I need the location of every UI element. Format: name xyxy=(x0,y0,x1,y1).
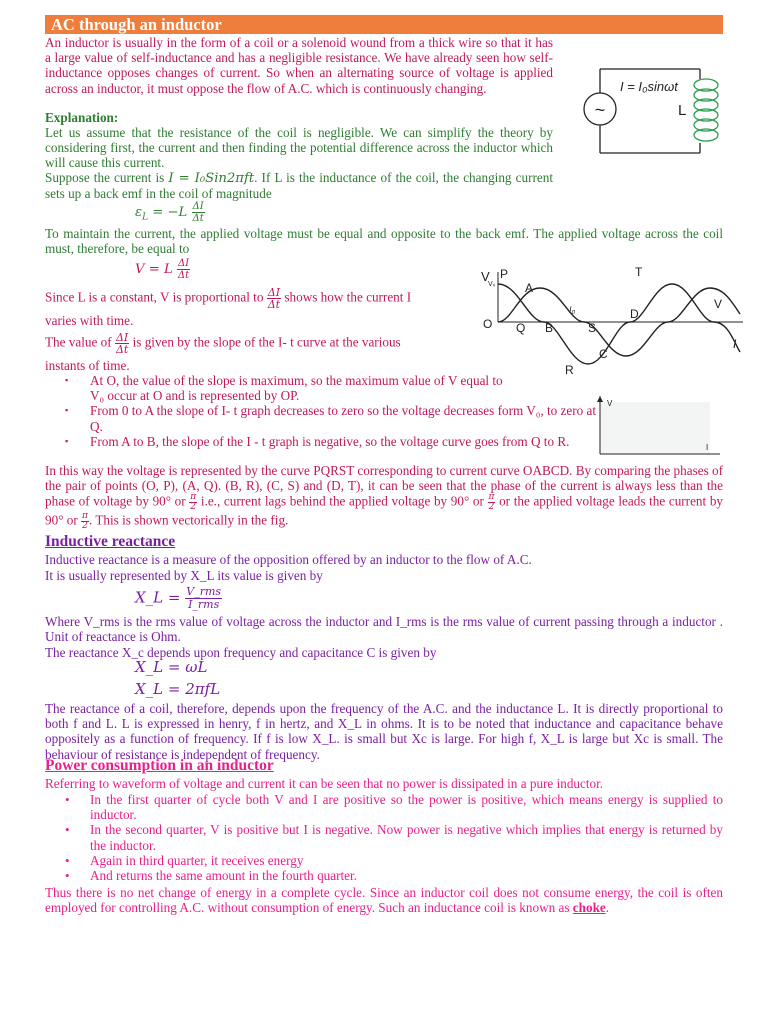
instants-text: instants of time. xyxy=(45,358,130,373)
section-heading-reactance: Inductive reactance xyxy=(45,533,176,550)
section-heading-power: Power consumption in an inductor xyxy=(45,757,274,774)
point-label: D xyxy=(630,307,639,321)
voltage-time-graph xyxy=(590,392,725,458)
current-paragraph: Suppose the current is I = I₀Sin2πft. If L is the inductance of the coil, the changing current sets up a back emf in the coil of magnitude xyxy=(45,170,553,202)
point-label: P xyxy=(500,267,509,281)
page-title: AC through an inductor xyxy=(45,15,723,34)
point-label: T xyxy=(635,265,643,279)
explanation-paragraph: Let us assume that the resistance of the coil is negligible. We can simplify the theory by considering first, the current and then finding the potential difference across the inductor which will cause this current. xyxy=(45,125,553,171)
phase-paragraph: In this way the voltage is represented by the curve PQRST corresponding to current curve OABCD. By comparing the phases of the pair of points (O, P), (A, Q). (B, R), (C, S) and (D, T), it can be seen that the phase of the current is always less than the phase of voltage by 90° or $\frac{\pi}{2}$ i.e., current lags behind the applied voltage by 90° or $\frac{\pi}{2}$ or the applied voltage leads the current by 90° or $\frac{\pi}{2}$ . This is shown vectorically in the fig. xyxy=(45,463,724,532)
xl-2pifl-equation: X_L = 2πfL xyxy=(135,680,221,698)
ac-source-sine-icon: ~ xyxy=(594,100,606,120)
varies-text: varies with time. xyxy=(45,313,134,328)
list-item: • In the second quarter, V is positive but I is negative. Now power is negative which implies that energy is returned by the inductor. xyxy=(45,822,723,852)
voltage-curve xyxy=(498,284,740,364)
point-label: S xyxy=(588,321,597,335)
xl-rms-equation: X_L = $\frac{\text{V\_rms}}{\text{I\_rms}}$ xyxy=(135,585,222,611)
list-item: ▪ From A to B, the slope of the I - t graph is negative, so the voltage curve goes from Q to R. xyxy=(45,434,600,449)
power-intro: Referring to waveform of voltage and current it can be seen that no power is dissipated in a pure inductor. xyxy=(45,776,604,791)
value-text: The value of $\frac{\Delta I}{\Delta t}$ is given by the slope of the I- t curve at the various xyxy=(45,331,401,356)
depends-paragraph: The reactance X_c depends upon frequency and capacitance C is given by xyxy=(45,645,437,660)
explanation-label: Explanation: xyxy=(45,110,119,125)
axis-label: V xyxy=(607,399,613,408)
reactance-definition: Inductive reactance is a measure of the opposition offered by an inductor to the flow of A.C. xyxy=(45,552,532,567)
list-item: • Again in third quarter, it receives energy xyxy=(45,853,723,868)
curve-label: I₀ xyxy=(569,305,576,315)
power-bullets xyxy=(45,792,723,883)
list-item: ▪ At O, the value of the slope is maximum, so the maximum value of V equal to V₀ occur at O and is represented by OP. xyxy=(45,373,510,403)
point-label: R xyxy=(565,363,574,377)
graph-background xyxy=(600,402,710,454)
axis-label: I xyxy=(706,443,709,452)
power-conclusion: Thus there is no net change of energy in a complete cycle. Since an inductor coil does not consume energy, the coil is often employed for controlling A.C. without consumption of energy. Such an inductance coil is known as choke. xyxy=(45,885,723,916)
inductor-circuit-figure xyxy=(560,35,730,165)
point-label: C xyxy=(599,347,608,361)
list-item: • And returns the same amount in the fourth quarter. xyxy=(45,868,723,883)
proportional-text: Since L is a constant, V is proportional to $\frac{\Delta I}{\Delta t}$ shows how the current I xyxy=(45,286,412,311)
point-label: O xyxy=(483,317,493,331)
inductor-coil xyxy=(694,79,718,141)
curve-label: I xyxy=(733,337,737,351)
slope-bullets xyxy=(45,373,597,449)
list-item: • In the first quarter of cycle both V and I are positive so the power is positive, which means energy is supplied to inductor. xyxy=(45,792,723,822)
waveform-figure xyxy=(478,262,748,380)
xl-omega-equation: X_L = ωL xyxy=(135,658,208,676)
list-item: ▪ From 0 to A the slope of I- t graph decreases to zero so the voltage decreases form V₀, to zero at Q. xyxy=(45,403,600,433)
arrow-up-icon xyxy=(597,396,603,402)
emf-equation: $\varepsilon_L = -L$ $\frac{\Delta I}{\Delta t}$ xyxy=(135,201,204,224)
source-current-label: I = I₀sinωt xyxy=(620,79,678,94)
voltage-equation: V = L $\frac{\Delta I}{\Delta t}$ xyxy=(135,258,190,281)
point-label: A xyxy=(525,281,534,295)
axis-label: V xyxy=(481,269,490,284)
point-label: B xyxy=(545,321,554,335)
axis-label: V₀ xyxy=(488,281,496,288)
current-equation: I = I₀Sin2πft xyxy=(168,171,255,186)
coil-label: L xyxy=(678,102,687,119)
where-paragraph: Where V_rms is the rms value of voltage across the inductor and I_rms is the rms value of current passing through a inductor . Unit of reactance is Ohm. xyxy=(45,614,723,645)
choke-term: choke xyxy=(572,900,606,916)
maintain-paragraph: To maintain the current, the applied voltage must be equal and opposite to the back emf. The applied voltage across the coil must, therefore, be equal to xyxy=(45,226,723,257)
curve-label: V xyxy=(714,297,723,311)
reactance-paragraph: The reactance of a coil, therefore, depends upon the frequency of the A.C. and the inductance L. It is directly proportional to both f and L. L is expressed in henry, f in hertz, and X_L in ohms. It is to be noted that inductance and capacitance behave oppositely as a function of frequency. If f is low X_L. is small but Xc is large. For high f, X_L is large but Xc is small. The behaviour of resistance is independent of frequency. xyxy=(45,701,723,762)
point-label: Q xyxy=(516,321,526,335)
reactance-represented: It is usually represented by X_L its value is given by xyxy=(45,568,323,583)
intro-paragraph: An inductor is usually in the form of a coil or a solenoid wound from a thick wire so that it has a large value of self-inductance and has a negligible resistance. We have already seen how self-inductance opposes changes of current. So when an alternating source of voltage is applied across an inductor, it must oppose the flow of A.C. which is continuously changing. xyxy=(45,35,553,96)
